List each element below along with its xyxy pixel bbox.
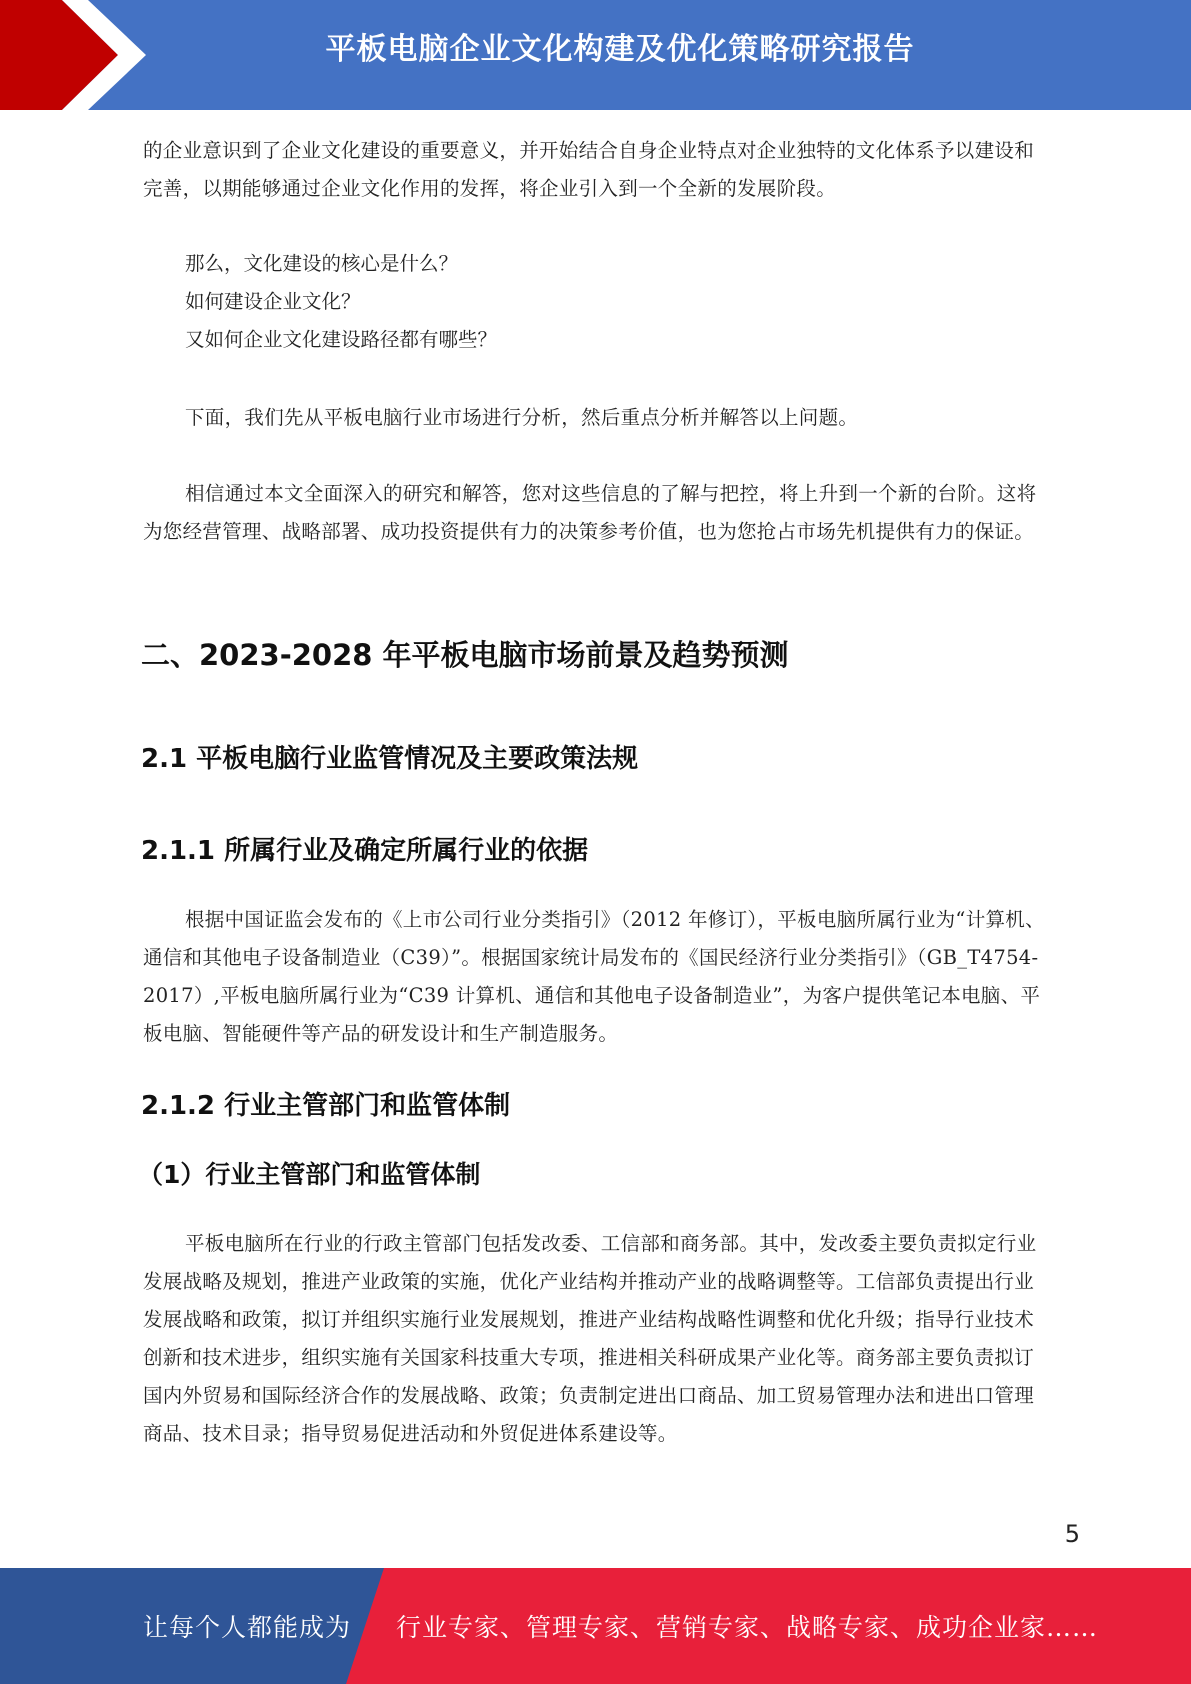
intro-paragraph: 的企业意识到了企业文化建设的重要意义，并开始结合自身企业特点对企业独特的文化体系予以建设和完善，以期能够通过企业文化作用的发挥，将企业引入到一个全新的发展阶段。 [143, 139, 1035, 200]
report-title: 平板电脑企业文化构建及优化策略研究报告 [325, 32, 915, 67]
paragraph-sub1: 平板电脑所在行业的行政主管部门包括发改委、工信部和商务部。其中，发改委主要负责拟定行业发展战略及规划，推进产业政策的实施，优化产业结构并推动产业的战略调整等。工信部负责提出行业发展战略和政策，拟订并组织实施行业发展规划，推进产业结构战略性调整和优化升级；指导行业技术创新和技术进步，组织实施有关国家科技重大专项，推进相关科研成果产业化等。商务部主要负责拟订国内外贸易和国际经济合作的发展战略、政策；负责制定进出口商品、加工贸易管理办法和进出口管理商品、技术目录；指导贸易促进活动和外贸促进体系建设等。 [143, 1232, 1037, 1445]
subsection-heading-2-1-1: 2.1.1 所属行业及确定所属行业的依据 [141, 836, 589, 866]
page-footer [0, 1568, 1191, 1684]
question-2: 如何建设企业文化？ [185, 290, 361, 313]
question-1: 那么，文化建设的核心是什么？ [185, 252, 459, 275]
next-paragraph: 下面，我们先从平板电脑行业市场进行分析，然后重点分析并解答以上问题。 [185, 406, 859, 429]
subsection-heading-2-1: 2.1 平板电脑行业监管情况及主要政策法规 [141, 744, 639, 774]
sub-heading-1: （1）行业主管部门和监管体制 [138, 1160, 481, 1189]
footer-slogan-right: 行业专家、管理专家、营销专家、战略专家、成功企业家…… [396, 1613, 1099, 1642]
page-number: 5 [1064, 1520, 1080, 1548]
believe-paragraph: 相信通过本文全面深入的研究和解答，您对这些信息的了解与把控，将上升到一个新的台阶。这将为您经营管理、战略部署、成功投资提供有力的决策参考价值，也为您抢占市场先机提供有力的保证。 [143, 482, 1037, 543]
subsection-heading-2-1-2: 2.1.2 行业主管部门和监管体制 [141, 1091, 511, 1121]
footer-slogan-left: 让每个人都能成为 [143, 1613, 352, 1642]
question-3: 又如何企业文化建设路径都有哪些？ [185, 328, 498, 351]
page-header [0, 0, 1191, 110]
section-heading: 二、2023-2028 年平板电脑市场前景及趋势预测 [141, 638, 789, 672]
paragraph-2-1-1: 根据中国证监会发布的《上市公司行业分类指引》（2012 年修订），平板电脑所属行业为“计算机、通信和其他电子设备制造业（C39）”。根据国家统计局发布的《国民经济行业分类指引》（GB_T4754-2017）,平板电脑所属行业为“C39 计算机、通信和其他电子设备制造业”，为客户提供笔记本电脑、平板电脑、智能硬件等产品的研发设计和生产制造服务。 [143, 908, 1045, 1045]
header-arrow-decoration [0, 0, 300, 110]
